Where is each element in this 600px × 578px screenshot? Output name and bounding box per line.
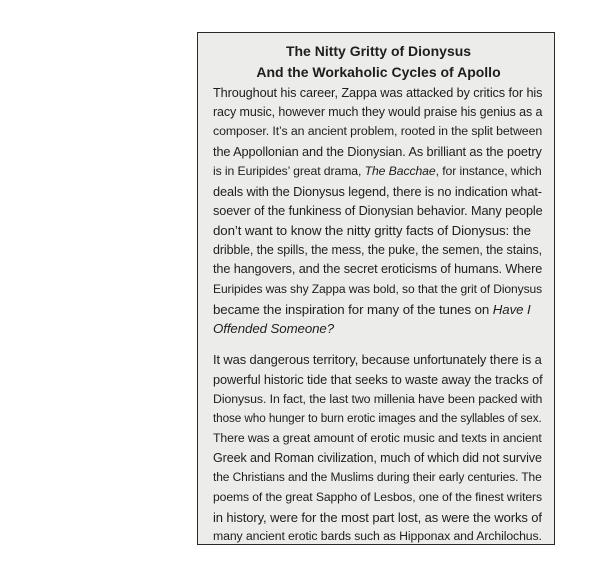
- text-line: poems of the great Sappho of Lesbos, one of the finest writers: [213, 490, 542, 505]
- text-line: [213, 162, 544, 182]
- text-segment: , for instance, which: [435, 163, 542, 178]
- text-line: deals with the Dionysus legend, there is no indication what-: [213, 183, 542, 199]
- title-line: And the Workaholic Cycles of Apollo: [256, 64, 501, 80]
- text-line: Dionysus. In fact, the last two millenia have been packed with: [213, 391, 543, 406]
- text-line: don’t want to know the nitty gritty facts of Dionysus: the: [213, 222, 531, 238]
- text-line: the Appollonian and the Dionysian. As brilliant as the poetry: [213, 144, 542, 160]
- text-line: racy music, however much they would praise his genius as a: [213, 104, 543, 119]
- text-segment: became the inspiration for many of the tunes on: [213, 301, 493, 317]
- title-line: The Nitty Gritty of Dionysus: [285, 43, 472, 59]
- text-line: the Christians and the Muslims during their early centuries. The: [213, 470, 542, 485]
- text-line: [213, 300, 544, 320]
- text-line: soever of the funkiness of Dionysian behavior. Many people: [213, 203, 543, 219]
- text-line: Throughout his career, Zappa was attacked by critics for his: [213, 85, 543, 100]
- text-line: in history, were for the most part lost, as were the works of: [213, 509, 542, 525]
- paragraph-1: [213, 83, 544, 339]
- text-line: composer. It’s an ancient problem, rooted in the split between: [213, 124, 543, 139]
- text-line: many ancient erotic bards such as Hipponax and Archilochus.: [213, 529, 542, 544]
- text-line: Greek and Roman civilization, much of which did not survive: [213, 450, 542, 465]
- text-line: There was a great amount of erotic music and texts in ancient: [213, 430, 542, 445]
- text-line: Euripides was shy Zappa was bold, so that the grit of Dionysus: [213, 282, 543, 297]
- album-title: Offended Someone?: [213, 321, 335, 337]
- text-line: those who hunger to burn erotic images and the syllables of sex.: [213, 412, 542, 426]
- text-line: dribble, the spills, the mess, the puke, the semen, the stains,: [213, 242, 543, 257]
- album-title: Have I: [492, 301, 531, 317]
- text-line: powerful historic tide that seeks to waste away the tracks of: [213, 371, 543, 387]
- paragraph-2: [213, 350, 544, 547]
- text-line: It was dangerous territory, because unfortunately there is a: [213, 352, 542, 368]
- book-title: The Bacchae: [364, 163, 436, 178]
- sidebar-box: [197, 32, 555, 545]
- text-line: the hangovers, and the secret eroticisms of humans. Where: [213, 262, 543, 277]
- article-title: [213, 41, 544, 83]
- text-segment: is in Euripides’ great drama,: [213, 163, 365, 178]
